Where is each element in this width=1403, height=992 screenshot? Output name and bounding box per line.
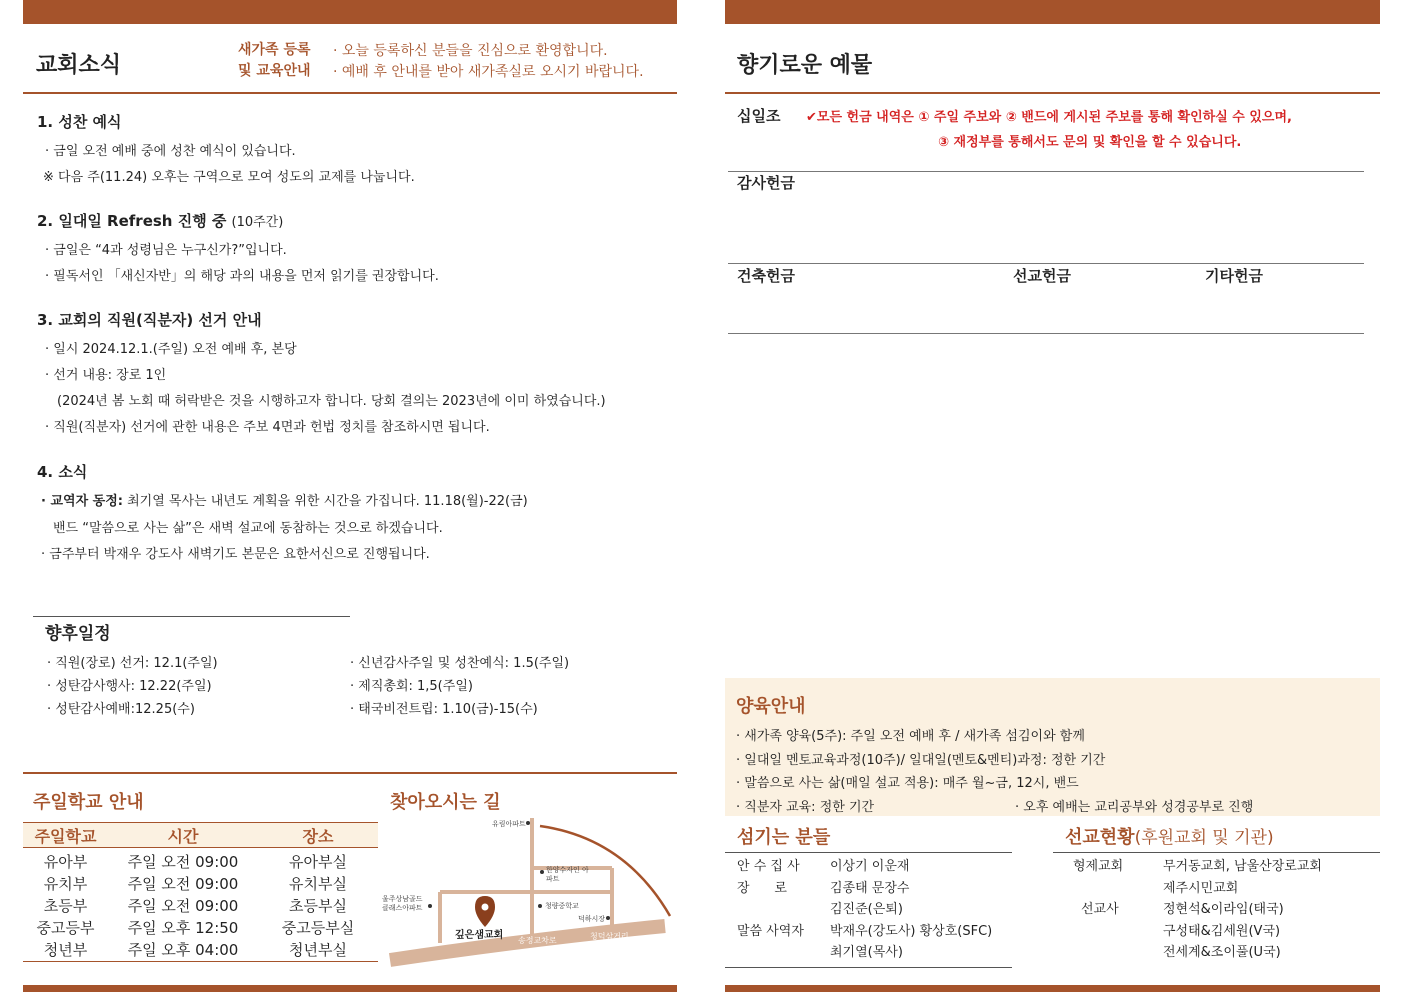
- news-line: ※ 다음 주(11.24) 오후는 구역으로 모여 성도의 교제를 나눕니다.: [43, 170, 415, 185]
- table-row: 유치부 주일 오전 09:00 유치부실: [43, 874, 347, 893]
- ss-rows: [23, 850, 378, 960]
- map-label: 한양수자인 아파트: [546, 866, 589, 883]
- server-row: 말씀 사역자 박재우(강도사) 황상호(SFC): [737, 923, 993, 939]
- schedule-item: · 성탄감사행사: 12.22(주일): [47, 679, 212, 694]
- news-title-3: 3. 교회의 직원(직분자) 선거 안내: [37, 311, 262, 329]
- servers-rule: [725, 852, 1012, 853]
- news-line: · 일시 2024.12.1.(주일) 오전 예배 후, 본당: [45, 342, 297, 357]
- table-row: 청년부 주일 오후 04:00 청년부실: [43, 940, 347, 959]
- news-line: · 필독서인 「새신자반」의 해당 과의 내용을 먼저 읽기를 권장합니다.: [45, 269, 439, 284]
- map-label: 덕하시장: [578, 915, 606, 923]
- mission-title-suffix: (후원교회 및 기관): [1134, 828, 1274, 848]
- nurture-item: · 말씀으로 사는 삶(매일 설교 적용): 매주 월~금, 12시, 밴드: [736, 776, 1079, 791]
- offering-rule: [728, 263, 1364, 264]
- nurture-box: [725, 678, 1380, 816]
- news-section-1: [37, 111, 415, 185]
- registration-label-2: 및 교육안내: [238, 63, 311, 79]
- ss-header: 장소: [302, 826, 334, 846]
- schedule-item: · 제직총회: 1,5(주일): [350, 679, 473, 694]
- tithe-label: 십일조: [737, 107, 781, 125]
- servers-title: 섬기는 분들: [737, 827, 831, 848]
- offering-notice-1: ✔모든 헌금 내역은 ① 주일 주보와 ② 밴드에 게시된 주보를 통해 확인하실 수 있으며,: [806, 110, 1292, 125]
- sunday-school-rule: [23, 772, 677, 774]
- news-line: · 선거 내용: 장로 1인: [45, 368, 167, 383]
- registration-label: [238, 40, 311, 82]
- news-section-3: [37, 309, 606, 435]
- news-line: 밴드 “말씀으로 사는 삶”은 새벽 설교에 동참하는 것으로 하겠습니다.: [53, 521, 443, 536]
- registration-text: [333, 41, 644, 83]
- news-line: [37, 490, 528, 509]
- mission-row: 형제교회 무거동교회, 남울산장로교회: [1073, 859, 1322, 874]
- church-news-title: 교회소식: [36, 53, 122, 78]
- other-offering-label: 기타헌금: [1205, 267, 1263, 285]
- news-line: · 금일 오전 예배 중에 성찬 예식이 있습니다.: [45, 144, 296, 159]
- nurture-title: 양육안내: [736, 696, 806, 717]
- mission-row: 제주시민교회: [1163, 880, 1239, 896]
- schedule-item: · 태국비전트립: 1.10(금)-15(수): [350, 702, 538, 717]
- sunday-school-title: 주일학교 안내: [33, 792, 144, 813]
- ss-header: 시간: [167, 826, 199, 846]
- mission-row: 선교사 정현석&이라임(태국): [1081, 902, 1284, 917]
- mission-list: [1073, 856, 1322, 964]
- mission-offering-label: 선교헌금: [1013, 267, 1071, 285]
- top-bar-left: [23, 0, 677, 24]
- directions-title: 찾아오시는 길: [390, 792, 501, 813]
- offering-rule: [728, 171, 1364, 172]
- mission-rule: [1053, 852, 1380, 853]
- news-title-2: 2. 일대일 Refresh 진행 중: [37, 212, 227, 230]
- schedule-left-list: [47, 652, 218, 721]
- schedule-item: · 성탄감사예배:12.25(수): [47, 702, 195, 717]
- servers-bottom-rule: [725, 967, 1012, 968]
- nurture-item: · 직분자 교육: 정한 기간: [736, 799, 875, 815]
- table-row: 유아부 주일 오전 09:00 유아부실: [43, 852, 347, 871]
- news-title-1: 1. 성찬 예식: [37, 113, 122, 131]
- news-section-4: [37, 461, 528, 562]
- nurture-item-extra: · 오후 예배는 교리공부와 성경공부로 진행: [1015, 800, 1254, 815]
- map-label: 송정교차로: [518, 936, 557, 945]
- offering-notice-2: ③ 재정부를 통해서도 문의 및 확인을 할 수 있습니다.: [938, 135, 1242, 150]
- table-row: 초등부 주일 오전 09:00 초등부실: [43, 896, 347, 915]
- mission-title: 선교현황: [1065, 827, 1135, 848]
- bottom-bar-left: [23, 985, 677, 992]
- news-title-2-suffix: (10주간): [231, 215, 284, 230]
- nurture-item: · 일대일 멘토교육과정(10주)/ 일대일(멘토&멘티)과정: 정한 기간: [736, 752, 1106, 768]
- offering-title: 향기로운 예물: [737, 53, 873, 78]
- map-label: 청덕삼거리: [590, 932, 629, 941]
- server-row: 김진준(은퇴): [830, 902, 903, 917]
- servers-list: [737, 856, 992, 964]
- schedule-item: · 직원(장로) 선거: 12.1(주일): [47, 656, 218, 671]
- registration-line-2: · 예배 후 안내를 받아 새가족실로 오시기 바랍니다.: [333, 64, 644, 80]
- mission-status-title: [1065, 823, 1274, 849]
- server-row: 최기열(목사): [830, 945, 903, 960]
- news-line-text: 최기열 목사는 내년도 계획을 위한 시간을 가집니다. 11.18(월)-22(금): [122, 494, 528, 509]
- server-row: 안 수 집 사 이상기 이운재: [737, 859, 910, 874]
- map-label: 청량중학교: [545, 902, 579, 910]
- schedule-right-list: [350, 652, 569, 721]
- mission-row: 구성태&김세원(V국): [1163, 923, 1281, 939]
- building-offering-label: 건축헌금: [737, 267, 795, 285]
- news-title-4: 4. 소식: [37, 463, 88, 481]
- nurture-item: · 새가족 양육(5주): 주일 오전 예배 후 / 새가족 섬김이와 함께: [736, 729, 1085, 744]
- news-bold-prefix: · 교역자 동정:: [41, 494, 123, 509]
- registration-line-1: · 오늘 등록하신 분들을 진심으로 환영합니다.: [333, 43, 608, 59]
- right-header-rule: [725, 92, 1380, 94]
- news-line: · 직원(직분자) 선거에 관한 내용은 주보 4면과 헌법 정치를 참조하시면 됩니다.: [45, 420, 490, 435]
- schedule-item: · 신년감사주일 및 성찬예식: 1.5(주일): [350, 656, 570, 671]
- schedule-rule: [33, 616, 350, 617]
- registration-label-1: 새가족 등록: [238, 42, 311, 58]
- map-church-label: 깊은샘교회: [455, 930, 504, 941]
- directions-map: [380, 808, 677, 968]
- map-label: 유림아파트: [492, 820, 526, 828]
- sunday-school-table: [23, 822, 378, 962]
- schedule-title: 향후일정: [45, 624, 111, 644]
- thanks-offering-label: 감사헌금: [737, 174, 795, 192]
- bottom-bar-right: [725, 985, 1380, 992]
- map-label: 울주상남골드 클래스아파트: [382, 895, 423, 912]
- left-header-rule: [23, 92, 677, 94]
- ss-header: 주일학교: [34, 826, 97, 846]
- news-line: · 금주부터 박재우 강도사 새벽기도 본문은 요한서신으로 진행됩니다.: [41, 547, 430, 562]
- news-line: (2024년 봄 노회 때 허락받은 것을 시행하고자 합니다. 당회 결의는 2023년에 이미 하였습니다.): [57, 394, 606, 409]
- server-row: 장 로 김종태 문장수: [737, 880, 910, 896]
- offering-rule: [728, 333, 1364, 334]
- news-line: · 금일은 “4과 성령님은 누구신가?”입니다.: [45, 243, 287, 258]
- mission-row: 전세계&조이풀(U국): [1163, 945, 1281, 960]
- top-bar-right: [725, 0, 1380, 24]
- table-row: 중고등부 주일 오후 12:50 중고등부실: [36, 918, 355, 937]
- news-section-2: [37, 210, 439, 284]
